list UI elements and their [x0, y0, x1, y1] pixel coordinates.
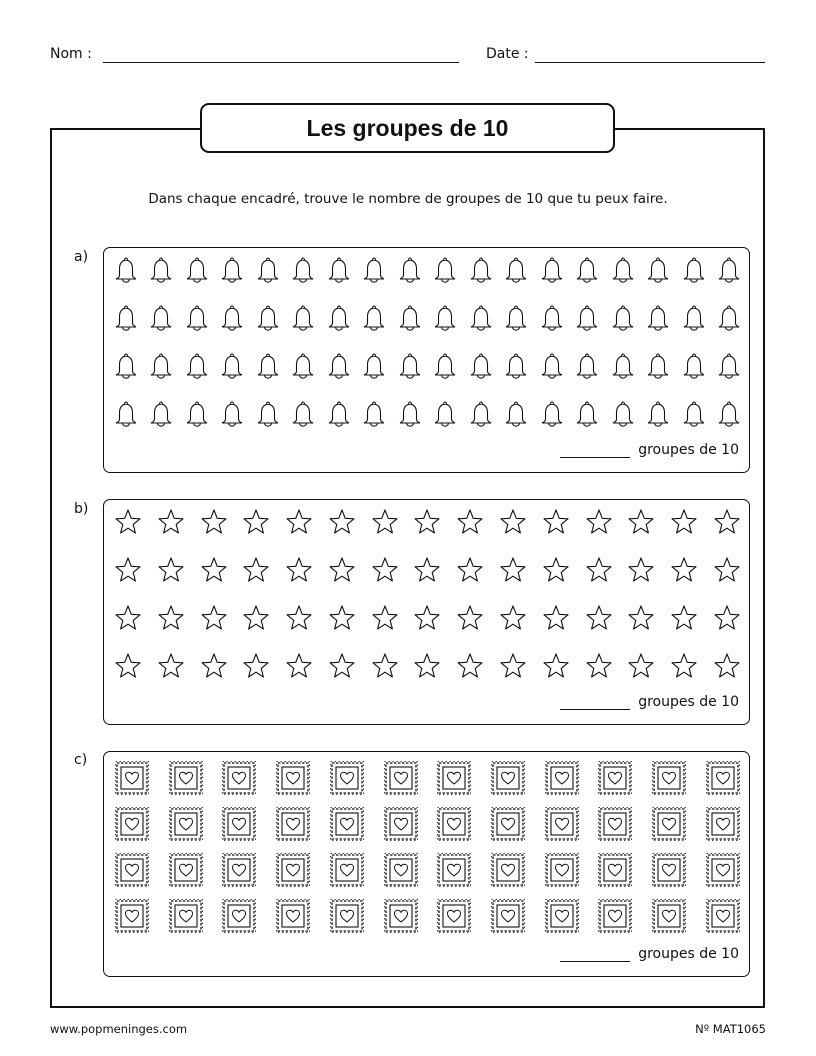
icon-row — [114, 256, 741, 304]
icon-row — [114, 652, 741, 700]
heart-stamp-icon — [705, 852, 741, 898]
star-icon — [413, 508, 441, 556]
star-icon — [285, 604, 313, 652]
bell-icon — [646, 400, 670, 448]
heart-stamp-icon — [383, 852, 419, 898]
answer-a-blank[interactable] — [560, 443, 630, 458]
instruction-text: Dans chaque encadré, trouve le nombre de groupes de 10 que tu peux faire. — [148, 191, 668, 207]
heart-stamp-icon — [705, 806, 741, 852]
star-icon — [200, 508, 228, 556]
star-icon — [371, 652, 399, 700]
bell-icon — [185, 352, 209, 400]
star-icon — [285, 508, 313, 556]
heart-stamp-icon — [544, 852, 580, 898]
heart-stamp-icon — [168, 806, 204, 852]
bell-icon — [575, 304, 599, 352]
bell-icon — [682, 400, 706, 448]
star-icon — [627, 604, 655, 652]
bell-icon — [220, 304, 244, 352]
bell-icon — [469, 352, 493, 400]
star-icon — [413, 652, 441, 700]
star-icon — [157, 652, 185, 700]
heart-stamp-icon — [329, 760, 365, 806]
footer-code: Nº MAT1065 — [695, 1022, 766, 1036]
bell-icon — [646, 304, 670, 352]
heart-stamp-icon — [383, 760, 419, 806]
icon-row — [114, 556, 741, 604]
star-icon — [114, 604, 142, 652]
bell-icon — [114, 256, 138, 304]
star-icon — [200, 556, 228, 604]
star-icon — [200, 604, 228, 652]
heart-stamp-icon — [544, 806, 580, 852]
heart-stamp-icon — [651, 760, 687, 806]
star-icon — [585, 508, 613, 556]
bell-icon — [717, 256, 741, 304]
star-icon — [585, 604, 613, 652]
exercise-b-box — [103, 499, 750, 725]
bell-icon — [682, 352, 706, 400]
bell-icon — [149, 400, 173, 448]
star-icon — [242, 508, 270, 556]
bell-icon — [682, 256, 706, 304]
bell-icon — [114, 304, 138, 352]
heart-stamp-icon — [651, 898, 687, 944]
star-icon — [157, 604, 185, 652]
star-icon — [585, 556, 613, 604]
heart-stamp-icon — [651, 852, 687, 898]
star-icon — [499, 604, 527, 652]
heart-stamp-icon — [597, 760, 633, 806]
icon-row — [114, 604, 741, 652]
star-icon — [242, 604, 270, 652]
heart-stamp-icon — [329, 898, 365, 944]
star-icon — [456, 604, 484, 652]
bell-icon — [362, 256, 386, 304]
heart-stamp-icon — [490, 806, 526, 852]
exercise-b-label: b) — [74, 501, 89, 517]
bell-icon — [504, 256, 528, 304]
bell-icon — [327, 304, 351, 352]
bell-icon — [646, 256, 670, 304]
footer-website: www.popmeninges.com — [50, 1022, 188, 1036]
bell-icon — [256, 352, 280, 400]
icon-row — [114, 760, 741, 806]
star-icon — [328, 508, 356, 556]
bell-icon — [540, 304, 564, 352]
answer-b-blank[interactable] — [560, 695, 630, 710]
heart-stamp-icon — [114, 760, 150, 806]
bell-icon — [540, 256, 564, 304]
bell-icon — [469, 400, 493, 448]
heart-stamp-icon — [490, 898, 526, 944]
star-icon — [627, 508, 655, 556]
heart-stamp-icon — [544, 760, 580, 806]
star-icon — [413, 604, 441, 652]
heart-stamp-icon — [383, 806, 419, 852]
bell-icon — [611, 256, 635, 304]
star-grid — [114, 508, 741, 700]
star-icon — [114, 652, 142, 700]
star-icon — [713, 652, 741, 700]
heart-stamp-icon — [114, 898, 150, 944]
star-icon — [242, 556, 270, 604]
star-icon — [627, 652, 655, 700]
star-icon — [114, 508, 142, 556]
exercise-c-box — [103, 751, 750, 977]
bell-icon — [398, 352, 422, 400]
star-icon — [542, 604, 570, 652]
bell-icon — [114, 400, 138, 448]
star-icon — [499, 652, 527, 700]
bell-icon — [504, 352, 528, 400]
bell-icon — [149, 256, 173, 304]
bell-icon — [291, 256, 315, 304]
heart-stamp-icon — [168, 760, 204, 806]
bell-icon — [256, 400, 280, 448]
star-icon — [371, 604, 399, 652]
icon-row — [114, 352, 741, 400]
bell-icon — [398, 304, 422, 352]
bell-icon — [504, 304, 528, 352]
star-icon — [328, 556, 356, 604]
heart-stamp-icon — [544, 898, 580, 944]
bell-icon — [717, 400, 741, 448]
star-icon — [670, 652, 698, 700]
heart-stamp-icon — [329, 806, 365, 852]
star-icon — [499, 556, 527, 604]
bell-icon — [717, 304, 741, 352]
star-icon — [200, 652, 228, 700]
star-icon — [713, 604, 741, 652]
answer-b — [560, 694, 739, 710]
heart-stamp-icon — [168, 898, 204, 944]
star-icon — [456, 508, 484, 556]
bell-icon — [575, 256, 599, 304]
bell-icon — [362, 400, 386, 448]
bell-icon — [433, 352, 457, 400]
bell-icon — [504, 400, 528, 448]
bell-icon — [646, 352, 670, 400]
bell-icon — [469, 304, 493, 352]
answer-c-blank[interactable] — [560, 947, 630, 962]
bell-icon — [611, 352, 635, 400]
star-icon — [542, 652, 570, 700]
bell-icon — [469, 256, 493, 304]
icon-row — [114, 852, 741, 898]
icon-row — [114, 508, 741, 556]
star-icon — [456, 556, 484, 604]
heart-stamp-icon — [490, 760, 526, 806]
star-icon — [285, 556, 313, 604]
star-icon — [627, 556, 655, 604]
star-icon — [371, 508, 399, 556]
heart-stamp-icon — [436, 898, 472, 944]
star-icon — [413, 556, 441, 604]
heart-stamp-icon — [221, 806, 257, 852]
star-icon — [713, 508, 741, 556]
name-label: Nom : — [50, 46, 92, 62]
heart-stamp-icon — [221, 760, 257, 806]
bell-icon — [433, 400, 457, 448]
bell-icon — [398, 400, 422, 448]
heart-stamp-icon — [436, 806, 472, 852]
bell-icon — [433, 256, 457, 304]
bell-icon — [185, 400, 209, 448]
star-icon — [585, 652, 613, 700]
answer-c-suffix: groupes de 10 — [638, 946, 739, 962]
bell-icon — [540, 400, 564, 448]
bell-icon — [291, 304, 315, 352]
bell-icon — [149, 352, 173, 400]
heart-stamp-icon — [436, 760, 472, 806]
heart-stamp-icon — [275, 806, 311, 852]
heart-stamp-icon — [275, 760, 311, 806]
answer-b-suffix: groupes de 10 — [638, 694, 739, 710]
star-icon — [285, 652, 313, 700]
bell-icon — [220, 256, 244, 304]
heart-stamp-icon — [436, 852, 472, 898]
star-icon — [670, 508, 698, 556]
icon-row — [114, 898, 741, 944]
star-icon — [328, 604, 356, 652]
bell-grid — [114, 256, 741, 448]
bell-icon — [291, 400, 315, 448]
icon-row — [114, 304, 741, 352]
heart-stamp-icon — [651, 806, 687, 852]
bell-icon — [575, 400, 599, 448]
page-title: Les groupes de 10 — [200, 103, 615, 153]
bell-icon — [540, 352, 564, 400]
bell-icon — [149, 304, 173, 352]
heart-stamp-icon — [168, 852, 204, 898]
exercise-a-box — [103, 247, 750, 473]
bell-icon — [291, 352, 315, 400]
name-line[interactable] — [103, 62, 459, 63]
heart-stamp-icon — [490, 852, 526, 898]
star-icon — [157, 508, 185, 556]
answer-a — [560, 442, 739, 458]
bell-icon — [433, 304, 457, 352]
heart-stamp-icon — [221, 898, 257, 944]
heart-stamp-icon — [114, 852, 150, 898]
bell-icon — [327, 352, 351, 400]
answer-a-suffix: groupes de 10 — [638, 442, 739, 458]
bell-icon — [717, 352, 741, 400]
heart-stamp-icon — [597, 806, 633, 852]
bell-icon — [611, 304, 635, 352]
heart-stamp-icon — [597, 852, 633, 898]
heart-stamp-icon — [597, 898, 633, 944]
star-icon — [713, 556, 741, 604]
icon-row — [114, 400, 741, 448]
heart-stamp-icon — [275, 898, 311, 944]
star-icon — [114, 556, 142, 604]
heart-stamp-icon — [221, 852, 257, 898]
stamp-grid — [114, 760, 741, 944]
heart-stamp-icon — [329, 852, 365, 898]
heart-stamp-icon — [114, 806, 150, 852]
star-icon — [242, 652, 270, 700]
date-label: Date : — [486, 46, 529, 62]
heart-stamp-icon — [275, 852, 311, 898]
bell-icon — [575, 352, 599, 400]
star-icon — [499, 508, 527, 556]
heart-stamp-icon — [383, 898, 419, 944]
star-icon — [328, 652, 356, 700]
bell-icon — [327, 256, 351, 304]
star-icon — [542, 508, 570, 556]
bell-icon — [682, 304, 706, 352]
bell-icon — [362, 352, 386, 400]
star-icon — [670, 556, 698, 604]
star-icon — [456, 652, 484, 700]
heart-stamp-icon — [705, 760, 741, 806]
star-icon — [542, 556, 570, 604]
star-icon — [157, 556, 185, 604]
star-icon — [670, 604, 698, 652]
date-line[interactable] — [535, 62, 765, 63]
exercise-c-label: c) — [74, 752, 88, 768]
bell-icon — [185, 256, 209, 304]
icon-row — [114, 806, 741, 852]
bell-icon — [220, 352, 244, 400]
bell-icon — [220, 400, 244, 448]
bell-icon — [327, 400, 351, 448]
bell-icon — [398, 256, 422, 304]
answer-c — [560, 946, 739, 962]
bell-icon — [256, 304, 280, 352]
star-icon — [371, 556, 399, 604]
bell-icon — [611, 400, 635, 448]
bell-icon — [114, 352, 138, 400]
exercise-a-label: a) — [74, 249, 89, 265]
heart-stamp-icon — [705, 898, 741, 944]
bell-icon — [256, 256, 280, 304]
bell-icon — [362, 304, 386, 352]
bell-icon — [185, 304, 209, 352]
